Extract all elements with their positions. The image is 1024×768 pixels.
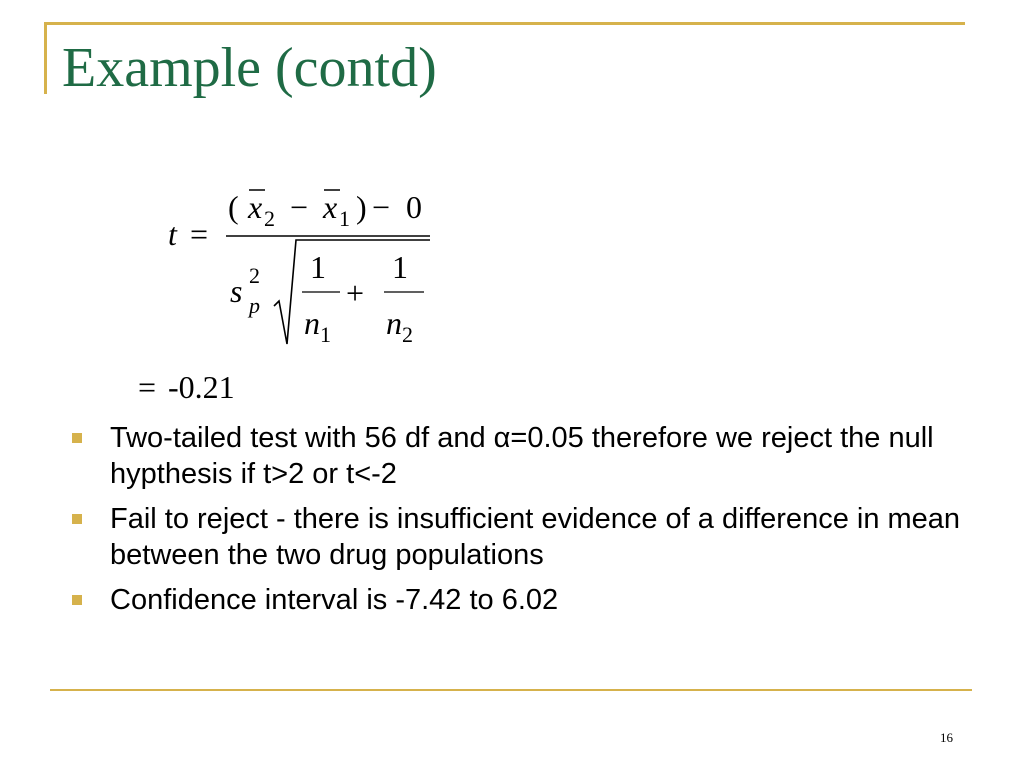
eq-result-value: -0.21 <box>168 369 235 405</box>
eq-close-paren: ) <box>356 189 367 225</box>
bullet-item <box>66 501 966 573</box>
eq-minus-zero: − <box>372 189 391 225</box>
square-bullet-icon <box>72 433 82 443</box>
square-bullet-icon <box>72 595 82 605</box>
bullet-text: Fail to reject - there is insufficient evidence of a difference in mean between the two drug populations <box>110 503 961 571</box>
eq-frac2-n: n <box>386 305 402 341</box>
eq-x2-symbol: x <box>248 189 263 225</box>
bullet-item <box>66 420 966 492</box>
eq-frac2-numerator: 1 <box>392 249 408 285</box>
eq-open-paren: ( <box>228 189 239 225</box>
bullet-list <box>66 420 966 627</box>
slide-title: Example (contd) <box>62 37 437 99</box>
top-frame-rule <box>44 22 965 25</box>
eq-equals-sign: = <box>190 216 209 252</box>
page-number: 16 <box>940 730 953 745</box>
eq-x1-subscript: 1 <box>339 206 350 231</box>
square-bullet-icon <box>72 514 82 524</box>
bullet-text: Confidence interval is -7.42 to 6.02 <box>110 584 559 616</box>
eq-x1-symbol: x <box>323 189 338 225</box>
eq-s-subscript: p <box>249 293 260 318</box>
eq-lhs-t: t <box>168 216 177 252</box>
eq-s-superscript: 2 <box>249 263 260 288</box>
eq-result-equals: = <box>138 369 157 405</box>
eq-zero: 0 <box>406 189 422 225</box>
eq-x2-subscript: 2 <box>264 206 275 231</box>
eq-numerator-minus: − <box>290 189 309 225</box>
eq-frac1-numerator: 1 <box>310 249 326 285</box>
eq-square-root-sign <box>274 240 430 344</box>
eq-s-symbol: s <box>230 273 243 309</box>
eq-frac1-subscript: 1 <box>320 322 331 347</box>
bullet-text: Two-tailed test with 56 df and α=0.05 therefore we reject the null hypthesis if t>2 or t<-2 <box>110 422 934 490</box>
eq-frac1-n: n <box>304 305 320 341</box>
bullet-item <box>66 582 966 618</box>
footer-rule <box>50 689 972 691</box>
eq-plus-sign: + <box>346 275 365 311</box>
left-frame-rule <box>44 22 47 94</box>
eq-frac2-subscript: 2 <box>402 322 413 347</box>
